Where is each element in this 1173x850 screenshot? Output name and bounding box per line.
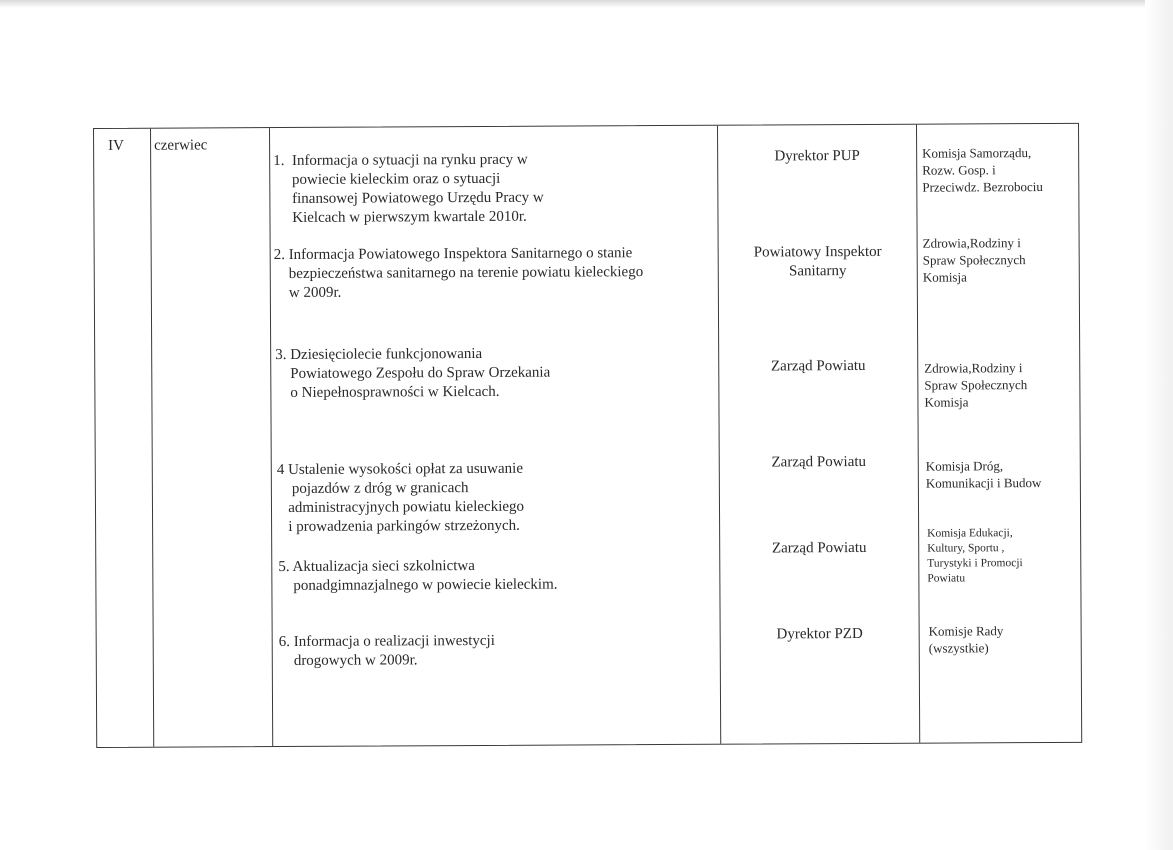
committee-5: Komisja Edukacji, Kultury, Sportu , Turystyki i Promocji Powiatu [927, 527, 1023, 585]
scan-edge-top [0, 0, 1173, 8]
column-divider [916, 125, 920, 743]
agenda-item-4: 4 Ustalenie wysokości opłat za usuwanie pojazdów z dróg w granicach administracyjnych powiatu kieleckiego i prowadzenia parkingów strzeżonych. [276, 460, 525, 536]
responsible-2: Powiatowy Inspektor Sanitarny [753, 243, 882, 280]
committee-2: Zdrowia,Rodziny i Spraw Społecznych Komisja [922, 235, 1026, 285]
committee-3: Zdrowia,Rodziny i Spraw Społecznych Komisja [924, 360, 1028, 410]
responsible-5: Zarząd Powiatu [771, 539, 867, 557]
schedule-table [93, 123, 1082, 748]
committee-1: Komisja Samorządu, Rozw. Gosp. i Przeciwdz. Bezrobociu [922, 145, 1043, 195]
responsible-6: Dyrektor PZD [776, 625, 863, 643]
responsible-4: Zarząd Powiatu [771, 453, 867, 471]
agenda-item-5: 5. Aktualizacja sieci szkolnictwa ponadgimnazjalnego w powiecie kieleckim. [278, 558, 558, 595]
committee-6: Komisje Rady (wszystkie) [928, 623, 1004, 656]
column-divider [717, 126, 721, 744]
row-number: IV [108, 137, 124, 154]
responsible-3: Zarząd Powiatu [770, 357, 866, 375]
column-divider [150, 129, 154, 747]
scan-edge-right [1145, 0, 1173, 850]
row-month: czerwiec [154, 137, 208, 154]
committee-4: Komisja Dróg, Komunikacji i Budow [925, 458, 1042, 491]
responsible-1: Dyrektor PUP [774, 147, 860, 165]
agenda-item-3: 3. Dziesięciolecie funkcjonowania Powiatowego Zespołu do Spraw Orzekania o Niepełnosprawności w Kielcach. [275, 345, 551, 402]
agenda-item-2: 2. Informacja Powiatowego Inspektora Sanitarnego o stanie bezpieczeństwa sanitarnego na terenie powiatu kieleckiego w 2009r. [273, 245, 644, 302]
agenda-item-1: 1. Informacja o sytuacji na rynku pracy w powiecie kieleckim oraz o sytuacji finansowej Powiatowego Urzędu Pracy w Kielcach w pierwszym kwartale 2010r. [273, 151, 544, 227]
agenda-item-6: 6. Informacja o realizacji inwestycji drogowych w 2009r. [278, 632, 495, 670]
